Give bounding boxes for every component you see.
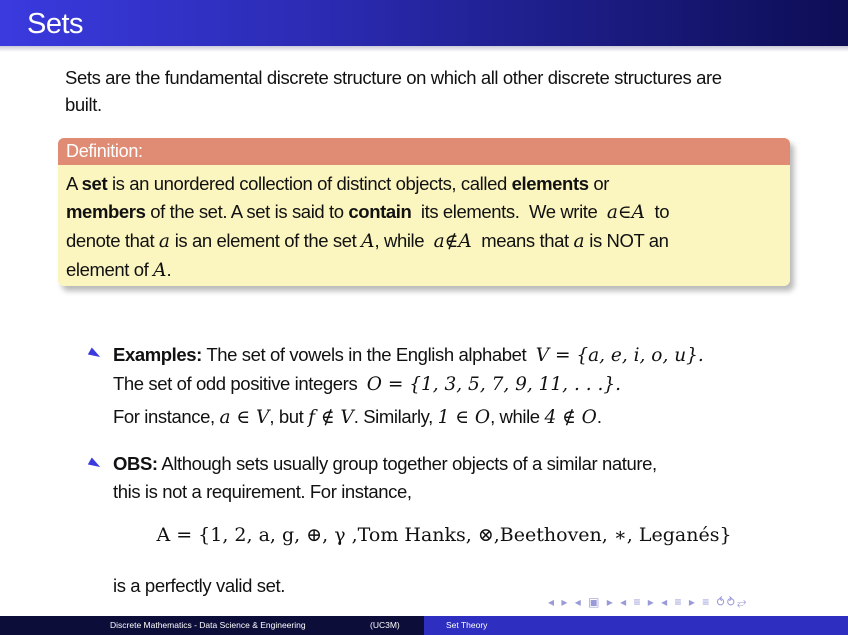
examples-label: Examples: — [113, 344, 202, 365]
math-a-in-V: a ∈ V — [219, 407, 270, 428]
definition-line-3 — [66, 227, 782, 256]
math-A: A — [361, 231, 375, 252]
term-members: members — [66, 201, 146, 222]
def-text: its elements. We write — [411, 201, 607, 222]
examples-text: The set of vowels in the English alphabet — [201, 344, 536, 365]
examples-line-3 — [113, 403, 793, 432]
obs-line-2 — [113, 478, 793, 506]
obs-text: this is not a requirement. For instance, — [113, 481, 412, 502]
examples-item — [113, 341, 793, 432]
title-bar — [0, 0, 848, 46]
math-a-in-A: a∈A — [606, 202, 645, 223]
math-a: a — [158, 231, 170, 252]
definition-body — [58, 165, 790, 285]
definition-header: Definition: — [58, 138, 790, 165]
intro-text: Sets are the fundamental discrete structure on which all other discrete structures are built. — [65, 67, 722, 115]
def-text: is NOT an — [584, 230, 669, 251]
footer-institution: (UC3M) — [370, 620, 400, 630]
title-bar-shadow — [0, 46, 848, 52]
examples-text: , while — [490, 406, 545, 427]
math-a-notin-A: a∉A — [433, 231, 472, 252]
obs-item — [113, 450, 793, 506]
def-text: A — [66, 173, 82, 194]
obs-text: Although sets usually group together objects of a similar nature, — [157, 453, 657, 474]
math-A: A — [153, 260, 167, 281]
definition-line-1 — [66, 170, 782, 198]
def-text: , while — [374, 230, 434, 251]
closing-text: is a perfectly valid set. — [113, 575, 285, 596]
footer-right — [424, 616, 848, 635]
def-text: or — [588, 173, 609, 194]
definition-line-2 — [66, 198, 782, 227]
term-elements: elements — [511, 173, 589, 194]
def-text: is an element of the set — [169, 230, 362, 251]
footer-topic: Set Theory — [446, 620, 488, 630]
def-text: to — [645, 201, 670, 222]
term-set: set — [81, 173, 108, 194]
math-a: a — [573, 231, 585, 252]
slide-title: Sets — [27, 8, 84, 40]
math-vowel-set: V = {a, e, i, o, u}. — [535, 345, 704, 366]
def-text: is an unordered collection of distinct objects, called — [107, 173, 512, 194]
footer-bar — [0, 616, 848, 635]
math-odd-set: O = {1, 3, 5, 7, 9, 11, . . .}. — [366, 374, 621, 395]
examples-text: . Similarly, — [353, 406, 438, 427]
math-1-in-O: 1 ∈ O — [437, 407, 491, 428]
examples-line-1 — [113, 341, 793, 370]
def-text: denote that — [66, 230, 159, 251]
definition-block — [58, 138, 790, 286]
def-text: . — [166, 259, 172, 280]
examples-text: . — [596, 406, 602, 427]
examples-text: The set of odd positive integers — [113, 373, 367, 394]
navigation-controls[interactable]: ◂ ▸ ◂ ▣ ▸ ◂ ≡ ▸ ◂ ≡ ▸ ≡ ⥀⥁⥂ — [548, 595, 749, 609]
footer-left — [0, 616, 424, 635]
term-contain: contain — [348, 201, 412, 222]
obs-label: OBS: — [113, 453, 158, 474]
examples-line-2 — [113, 370, 793, 399]
def-text: of the set. A set is said to — [145, 201, 349, 222]
examples-text: , but — [269, 406, 309, 427]
def-text: element of — [66, 259, 154, 280]
examples-text: For instance, — [113, 406, 220, 427]
definition-line-4 — [66, 256, 782, 285]
math-f-notin-V: f ∉ V — [308, 407, 354, 428]
set-example-formula — [0, 524, 848, 547]
math-set-A: A = {1, 2, a, g, ⊕, γ ,Tom Hanks, ⊗,Beethoven, ∗, Leganés} — [156, 524, 732, 546]
footer-course: Discrete Mathematics - Data Science & Engineering — [110, 620, 306, 630]
def-text: means that — [471, 230, 574, 251]
math-4-notin-O: 4 ∉ O — [544, 407, 597, 428]
obs-line-1 — [113, 450, 793, 478]
